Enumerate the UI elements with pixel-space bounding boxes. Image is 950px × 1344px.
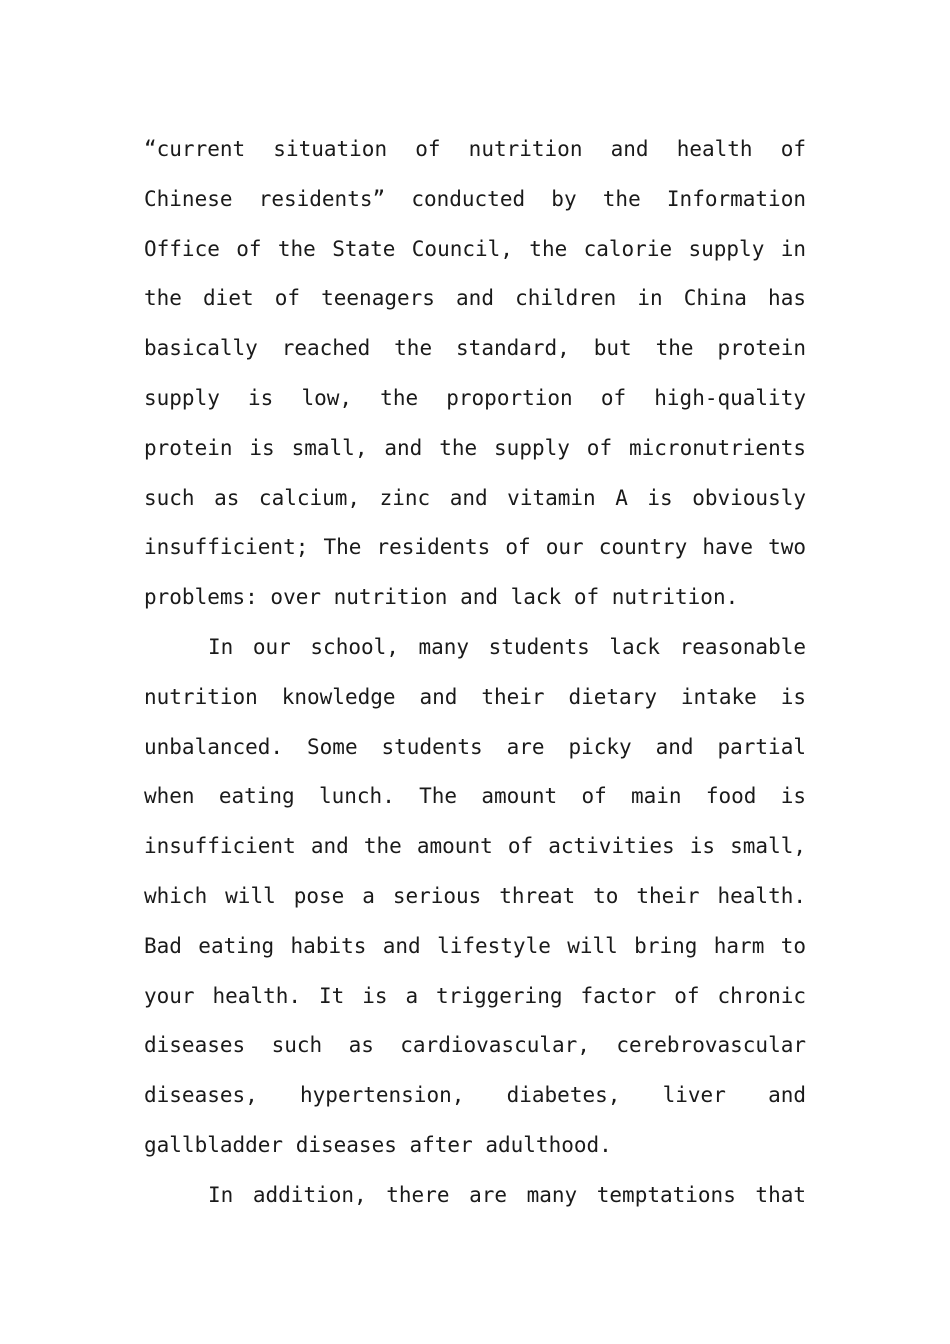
paragraph-3	[144, 1171, 806, 1221]
text-line: “current situation of nutrition and health of	[144, 137, 806, 161]
text-line: Bad eating habits and lifestyle will bring harm to	[144, 933, 806, 958]
text-line: Office of the State Council, the calorie supply in	[144, 236, 806, 261]
text-line: nutrition knowledge and their dietary intake is	[144, 684, 806, 709]
text-line: problems: over nutrition and lack of nutrition.	[144, 585, 739, 610]
text-line: supply is low, the proportion of high-quality	[144, 385, 806, 410]
text-line: Chinese residents” conducted by the Information	[144, 186, 806, 211]
paragraph-1	[144, 125, 806, 623]
text-line: basically reached the standard, but the protein	[144, 336, 806, 361]
text-line: which will pose a serious threat to their health.	[144, 883, 806, 908]
text-line: gallbladder diseases after adulthood.	[144, 1132, 612, 1157]
paragraph-2	[144, 623, 806, 1171]
body-text	[144, 125, 806, 1221]
text-line: In our school, many students lack reasonable	[208, 634, 806, 659]
text-line: diseases, hypertension, diabetes, liver and	[144, 1083, 806, 1108]
text-line: the diet of teenagers and children in China has	[144, 286, 806, 311]
text-line: diseases such as cardiovascular, cerebrovascular	[144, 1033, 806, 1058]
text-line: insufficient and the amount of activities is small,	[144, 834, 806, 859]
text-line: when eating lunch. The amount of main food is	[144, 784, 806, 809]
text-line: unbalanced. Some students are picky and partial	[144, 734, 806, 759]
text-line: your health. It is a triggering factor of chronic	[144, 983, 806, 1008]
text-line: such as calcium, zinc and vitamin A is obviously	[144, 485, 806, 510]
text-line: insufficient; The residents of our country have two	[144, 535, 806, 560]
text-line: protein is small, and the supply of micronutrients	[144, 435, 806, 460]
text-line: In addition, there are many temptations that	[208, 1182, 806, 1207]
